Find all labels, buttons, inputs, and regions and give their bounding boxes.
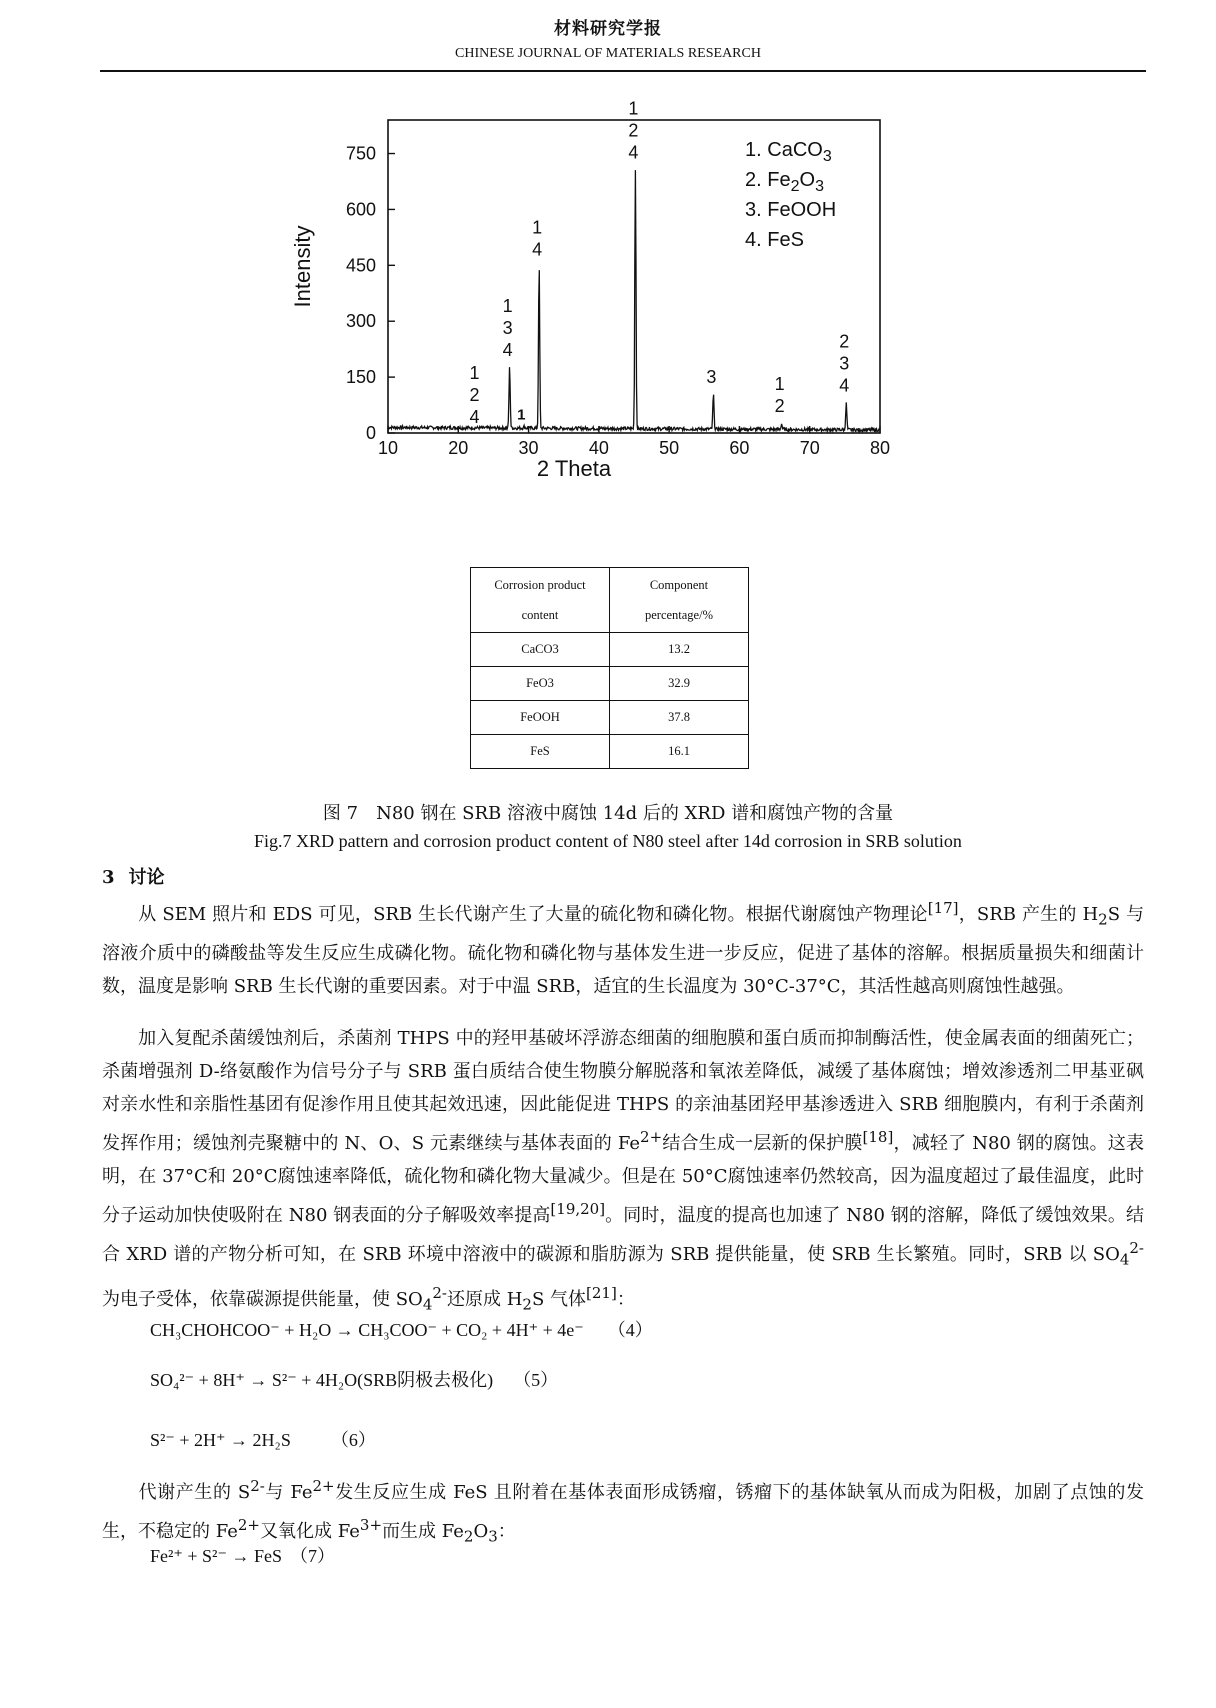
table-header-row (471, 568, 749, 633)
text-run: ，减轻了 N80 钢的腐蚀。这表明，在 37°C和 20°C腐蚀速率降低，硫化物和磷化物大量减少。但是在 50°C腐蚀速率仍然较高，因为温度超过了最佳温度，此时分子运动加快使吸附在 N80 钢表面的分子解吸效率提高 (102, 1133, 1144, 1226)
peak-label: 4 (532, 239, 543, 260)
x-tick-label: 70 (799, 438, 820, 458)
subscript: 3 (488, 1527, 498, 1546)
subscript: 2 (522, 1295, 532, 1314)
text-run: 又氧化成 Fe (260, 1521, 360, 1542)
legend-text: FeS (767, 229, 804, 251)
table-header-line: percentage/% (644, 608, 713, 622)
text-run: ： (616, 1288, 635, 1310)
text-run: 与 Fe (264, 1482, 313, 1503)
xrd-chart (270, 98, 950, 538)
table-row (471, 633, 749, 667)
y-axis-label: Intensity (290, 225, 315, 308)
y-tick-label: 300 (345, 311, 376, 332)
peak-label: 3 (706, 366, 717, 387)
table-header-line: Corrosion product (494, 578, 586, 592)
section-number: 3 (102, 867, 115, 888)
citation: [19,20] (550, 1200, 606, 1218)
superscript: 2+ (312, 1477, 335, 1495)
table-header-cell (471, 568, 610, 633)
text-run: 结合生成一层新的保护膜 (662, 1133, 863, 1154)
journal-title-cn: 材料研究学报 (554, 19, 662, 39)
text-run: 为电子受体，依靠碳源提供能量，使 SO (102, 1288, 423, 1310)
y-tick-label: 150 (345, 367, 376, 388)
subscript: 4 (422, 1295, 433, 1314)
x-tick-label: 50 (659, 438, 680, 458)
table-header-line: Component (649, 578, 709, 592)
corrosion-product-table (470, 567, 749, 769)
equation-4 (150, 1316, 653, 1342)
legend-entry (745, 139, 832, 165)
header-rule (100, 70, 1146, 72)
peak-label: 2 (839, 331, 850, 352)
equation-number: （6） (330, 1430, 376, 1450)
equation-number: （5） (513, 1370, 559, 1390)
text-run: O (473, 1521, 489, 1542)
text-run: ，SRB 产生的 H (958, 904, 1099, 925)
legend-entry (745, 199, 836, 221)
legend-text: 3 (815, 178, 824, 195)
text-run: ： (497, 1521, 516, 1542)
paragraph (102, 892, 1144, 1003)
subscript: 2 (463, 1527, 474, 1546)
chart-legend (745, 139, 836, 251)
peak-label: 1 (628, 98, 639, 119)
x-tick-label: 10 (377, 438, 399, 458)
peak-label: 4 (469, 407, 480, 427)
peak-label: 2 (469, 385, 480, 405)
equation-text: CH₃CHOHCOO⁻ + H₂O → CH₃COO⁻ + CO₂ + 4H⁺ + 4e⁻ (150, 1320, 584, 1340)
table-cell: 13.2 (610, 633, 749, 667)
peak-label: 4 (502, 339, 513, 360)
subscript: 2 (1098, 910, 1108, 929)
equation-number: （4） (607, 1320, 653, 1340)
citation: [17] (927, 899, 959, 917)
text-run: 。同时，温度的提高也加速了 N80 钢的溶解，降低了缓蚀效果。结合 XRD 谱的产物分析可知，在 SRB 环境中溶液中的碳源和脂肪源为 SRB 提供能量，使 SRB 生长繁殖。同时，SRB 以 SO (102, 1205, 1144, 1265)
section-heading (102, 863, 165, 889)
superscript: 2- (1129, 1239, 1144, 1257)
table-cell: FeS (471, 735, 610, 769)
x-axis-label: 2 Theta (536, 456, 612, 481)
y-tick-label: 0 (365, 423, 376, 443)
x-tick-label: 40 (588, 438, 609, 458)
peak-label: 1 (469, 363, 480, 383)
legend-text: 2. (745, 169, 768, 191)
peak-label: 2 (774, 395, 785, 416)
peak-label: 1 (517, 406, 526, 424)
y-tick-label: 750 (345, 143, 376, 164)
text-run: 还原成 H (446, 1288, 523, 1310)
x-tick-label: 80 (869, 438, 891, 458)
subscript: 4 (1119, 1250, 1130, 1269)
peak-label: 3 (502, 317, 513, 338)
superscript: 3+ (359, 1516, 383, 1534)
table-cell: 37.8 (610, 701, 749, 735)
legend-text: 2 (790, 178, 800, 195)
superscript: 2+ (640, 1128, 663, 1146)
text-run: 发生反应生成 FeS 且附着在基体表面形成锈瘤，锈瘤下的基体缺氧从而成为阳极，加剧了点蚀的发生，不稳定的 Fe (102, 1482, 1144, 1542)
superscript: 2- (432, 1283, 447, 1302)
peak-label: 3 (839, 353, 850, 374)
text-run: S 气体 (531, 1288, 587, 1310)
table-row (471, 667, 749, 701)
superscript: 2- (250, 1477, 265, 1495)
legend-entry (745, 229, 804, 251)
table-cell: FeOOH (471, 701, 610, 735)
x-tick-label: 30 (518, 438, 539, 458)
citation: [18] (862, 1128, 894, 1146)
legend-text: 3. (745, 199, 768, 221)
peak-label: 1 (774, 373, 785, 394)
y-tick-label: 450 (345, 255, 376, 276)
equation-text: S²⁻ + 2H⁺ → 2H₂S (150, 1430, 291, 1450)
equation-text: SO₄²⁻ + 8H⁺ → S²⁻ + 4H₂O(SRB阴极去极化) (150, 1370, 494, 1390)
citation: [21] (586, 1283, 617, 1302)
legend-text: 4. (745, 229, 768, 251)
text-run: 加入复配杀菌缓蚀剂后，杀菌剂 THPS 中的羟甲基破坏浮游态细菌的细胞膜和蛋白质而抑制酶活性，使金属表面的细菌死亡；杀菌增强剂 D-络氨酸作为信号分子与 SRB 蛋白质结合使生物膜分解脱落和氧浓差降低，减缓了基体腐蚀；增效渗透剂二甲基亚砜对亲水性和亲脂性基团有促渗作用且使其起效迅速，因此能促进 THPS 的亲油基团羟甲基渗透进入 SRB 细胞膜内，有利于杀菌剂发挥作用；缓蚀剂壳聚糖中的 N、O、S 元素继续与基体表面的 Fe (102, 1028, 1144, 1154)
equation-text: Fe²⁺ + S²⁻ → FeS (150, 1546, 282, 1566)
table-cell: 16.1 (610, 735, 749, 769)
legend-text: CaCO (767, 139, 823, 161)
peak-label: 1 (502, 295, 513, 316)
paragraph (102, 1022, 1144, 1321)
table-row (471, 735, 749, 769)
legend-text: 3 (822, 148, 832, 165)
x-tick-label: 20 (448, 438, 469, 458)
peak-label: 1 (532, 217, 543, 238)
text-run: 从 SEM 照片和 EDS 可见，SRB 生长代谢产生了大量的硫化物和磷化物。根据代谢腐蚀产物理论 (138, 904, 928, 925)
peak-label: 4 (628, 142, 639, 163)
peak-label: 4 (839, 375, 850, 396)
y-tick-label: 600 (345, 199, 376, 220)
legend-text: FeOOH (767, 199, 837, 221)
table-header-cell (610, 568, 749, 633)
superscript: 2+ (237, 1516, 261, 1534)
table-cell: CaCO3 (471, 633, 610, 667)
x-tick-label: 60 (729, 438, 750, 458)
text-run: 代谢产生的 S (138, 1482, 251, 1503)
equation-number: （7） (289, 1546, 335, 1566)
table-header-line: content (521, 608, 559, 622)
legend-text: 1. (745, 139, 768, 161)
equation-5 (150, 1366, 558, 1392)
table-row (471, 701, 749, 735)
legend-text: Fe (767, 169, 791, 191)
table-cell: FeO3 (471, 667, 610, 701)
equation-7 (150, 1542, 335, 1568)
equation-6 (150, 1426, 376, 1452)
journal-title-en: CHINESE JOURNAL OF MATERIALS RESEARCH (455, 46, 761, 61)
table-cell: 32.9 (610, 667, 749, 701)
figure-caption-en: Fig.7 XRD pattern and corrosion product content of N80 steel after 14d corrosion in SRB solution (254, 831, 962, 851)
section-title: 讨论 (128, 867, 165, 888)
legend-text: O (799, 169, 816, 191)
text-run: S 与溶液介质中的磷酸盐等发生反应生成磷化物。硫化物和磷化物与基体发生进一步反应，促进了基体的溶解。根据质量损失和细菌计数，温度是影响 SRB 生长代谢的重要因素。对于中温 SRB，适宜的生长温度为 30°C-37°C，其活性越高则腐蚀性越强。 (102, 904, 1144, 997)
peak-label: 2 (628, 120, 639, 141)
legend-entry (745, 169, 824, 195)
text-run: 而生成 Fe (382, 1521, 464, 1542)
figure-caption-cn: 图 7 N80 钢在 SRB 溶液中腐蚀 14d 后的 XRD 谱和腐蚀产物的含量 (322, 803, 894, 824)
